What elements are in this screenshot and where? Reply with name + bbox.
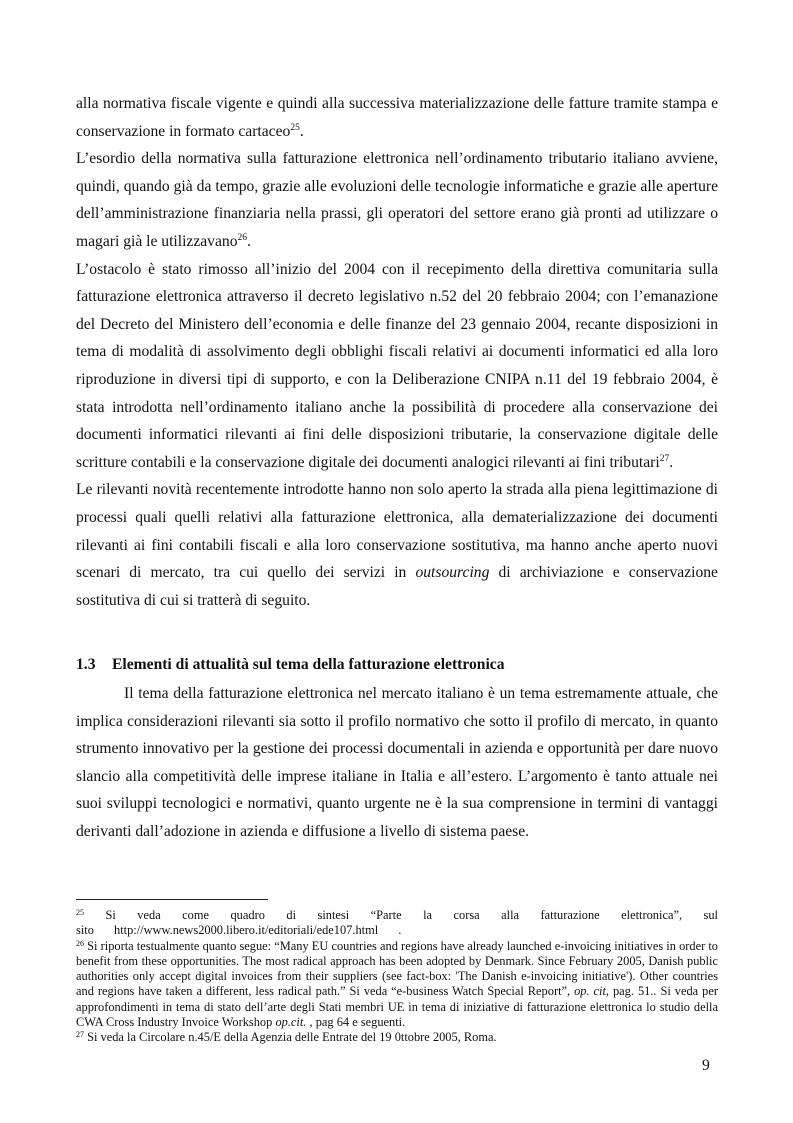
section-paragraph: Il tema della fatturazione elettronica nel mercato italiano è un tema estremamente attuale, che implica considerazioni rilevanti sia sotto il profilo normativo che sotto il profilo di mercato, in quanto strumento innovativo per la gestione dei processi documentali in azienda e opportunità per dare nuovo slancio alla competitività delle imprese italiane in Italia e all’estero. L’argomento è tanto attuale nei suoi sviluppi tecnologici e normativi, quanto urgente ne è la sua comprensione in termini di vantaggi derivanti dall’adozione in azienda e diffusione a livello di sistema paese. (76, 685, 718, 840)
footnote-divider (76, 899, 268, 900)
paragraph-3: L’ostacolo è stato rimosso all’inizio del 2004 con il recepimento della direttiva comunitaria sulla fatturazione elettronica attraverso il decreto legislativo n.52 del 20 febbraio 2004; con l’emanazione del Decreto del Ministero dell’economia e delle finanze del 23 gennaio 2004, recante disposizioni in tema di modalità di assolvimento degli obblighi fiscali relativi ai documenti informatici ed alla loro riproduzione in diversi tipi di supporto, e con la Deliberazione CNIPA n.11 del 19 febbraio 2004, è stata introdotta nell’ordinamento italiano anche la possibilità di procedere alla conservazione dei documenti informatici rilevanti ai fini delle disposizioni tributarie, la conservazione digitale delle scritture contabili e la conservazione digitale dei documenti analogici rilevanti ai fini tributari$^{27}$. (76, 260, 718, 471)
footnote-26: $^{26}$ Si riporta testualmente quanto segue: “Many EU countries and regions have already launched e-invoicing initiatives in order to benefit from these opportunities. The most radical approach has been adopted by Denmark. Since February 2005, Danish public authorities only accept digital invoices from their suppliers (see fact-box: 'The Danish e-invoicing initiative'). Other countries and regions have taken a different, less radical path.” Si veda “e-business Watch Special Report”, op. cit, pag. 51.. Si veda per approfondimenti in tema di stato dell’arte degli Stati membri UE in tema di iniziative di fatturazione elettronica lo studio della CWA Cross Industry Invoice Workshop op.cit. , pag 64 e seguenti. (76, 938, 718, 1030)
footnote-mark: 27 (76, 1030, 84, 1040)
paragraph-1: alla normativa fiscale vigente e quindi alla successiva materializzazione delle fatture tramite stampa e conservazione in formato cartaceo$^{25}$. (76, 95, 718, 140)
section-title: Elementi di attualità sul tema della fatturazione elettronica (112, 656, 505, 673)
page-number: 9 (702, 1057, 710, 1074)
section-number: 1.3 (76, 656, 96, 673)
footnotes (76, 908, 718, 1046)
footnote-ref-26[interactable]: 26 (237, 232, 247, 243)
italic-term: outsourcing (415, 564, 490, 582)
footnote-ref-25[interactable]: 25 (290, 122, 300, 133)
body-text (76, 90, 718, 614)
paragraph-2: L’esordio della normativa sulla fatturazione elettronica nell’ordinamento tributario italiano avviene, quindi, quando già da tempo, grazie alle evoluzioni delle tecnologie informatiche e grazie alle aperture dell’amministrazione finanziaria nella prassi, gli operatori del settore erano già pronti ad utilizzare o magari già le utilizzavano$^{26}$. (76, 150, 718, 250)
footnote-mark: 25 (76, 908, 84, 917)
section-body (76, 680, 718, 846)
footnote-mark: 26 (76, 938, 84, 948)
section-heading (76, 653, 718, 677)
footnote-ref-27[interactable]: 27 (659, 453, 670, 464)
footnote-25: $^{25}$ Si veda come quadro di sintesi “Parte la corsa alla fatturazione elettronica”, sul sito http://www.news2000.libero.it/editoriali/ede107.html . (76, 908, 718, 938)
footnote-27: $^{27}$ Si veda la Circolare n.45/E della Agenzia delle Entrate del 19 0ttobre 2005, Roma. (76, 1030, 497, 1045)
paragraph-4: Le rilevanti novità recentemente introdotte hanno non solo aperto la strada alla piena legittimazione di processi quali quelli relativi alla fatturazione elettronica, alla dematerializzazione dei documenti rilevanti ai fini contabili fiscali e alla loro conservazione sostitutiva, ma hanno anche aperto nuovi scenari di mercato, tra cui quello dei servizi in outsourcing di archiviazione e conservazione sostitutiva di cui si tratterà di seguito. (76, 481, 718, 609)
